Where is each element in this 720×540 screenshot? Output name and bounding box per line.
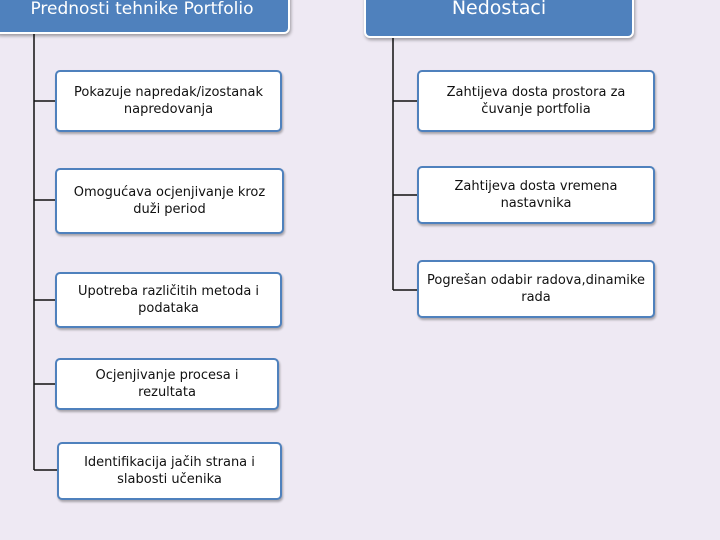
disadvantage-box-1	[417, 70, 655, 132]
advantage-box-3	[55, 272, 282, 328]
advantage-text-2: Omogućava ocjenjivanje kroz duži period	[73, 185, 266, 217]
disadvantage-box-2	[417, 166, 655, 224]
advantage-box-5	[57, 442, 282, 500]
disadvantage-box-3	[417, 260, 655, 318]
advantage-box-2	[55, 168, 284, 234]
disadvantages-header: Nedostaci	[364, 0, 634, 38]
disadvantage-text-1: Zahtijeva dosta prostora za čuvanje portfolia	[446, 85, 626, 117]
advantage-text-3: Upotreba različitih metoda i podataka	[77, 284, 260, 316]
advantage-text-1: Pokazuje napredak/izostanak napredovanja	[73, 85, 263, 117]
advantage-box-4	[55, 358, 279, 410]
advantages-header: Prednosti tehnike Portfolio	[0, 0, 290, 34]
disadvantage-text-2: Zahtijeva dosta vremena nastavnika	[454, 179, 618, 211]
advantage-text-4: Ocjenjivanje procesa i rezultata	[95, 368, 239, 400]
advantage-box-1	[55, 70, 282, 132]
disadvantage-text-3: Pogrešan odabir radova,dinamike rada	[427, 273, 645, 305]
advantage-text-5: Identifikacija jačih strana i slabosti učenika	[84, 455, 255, 487]
